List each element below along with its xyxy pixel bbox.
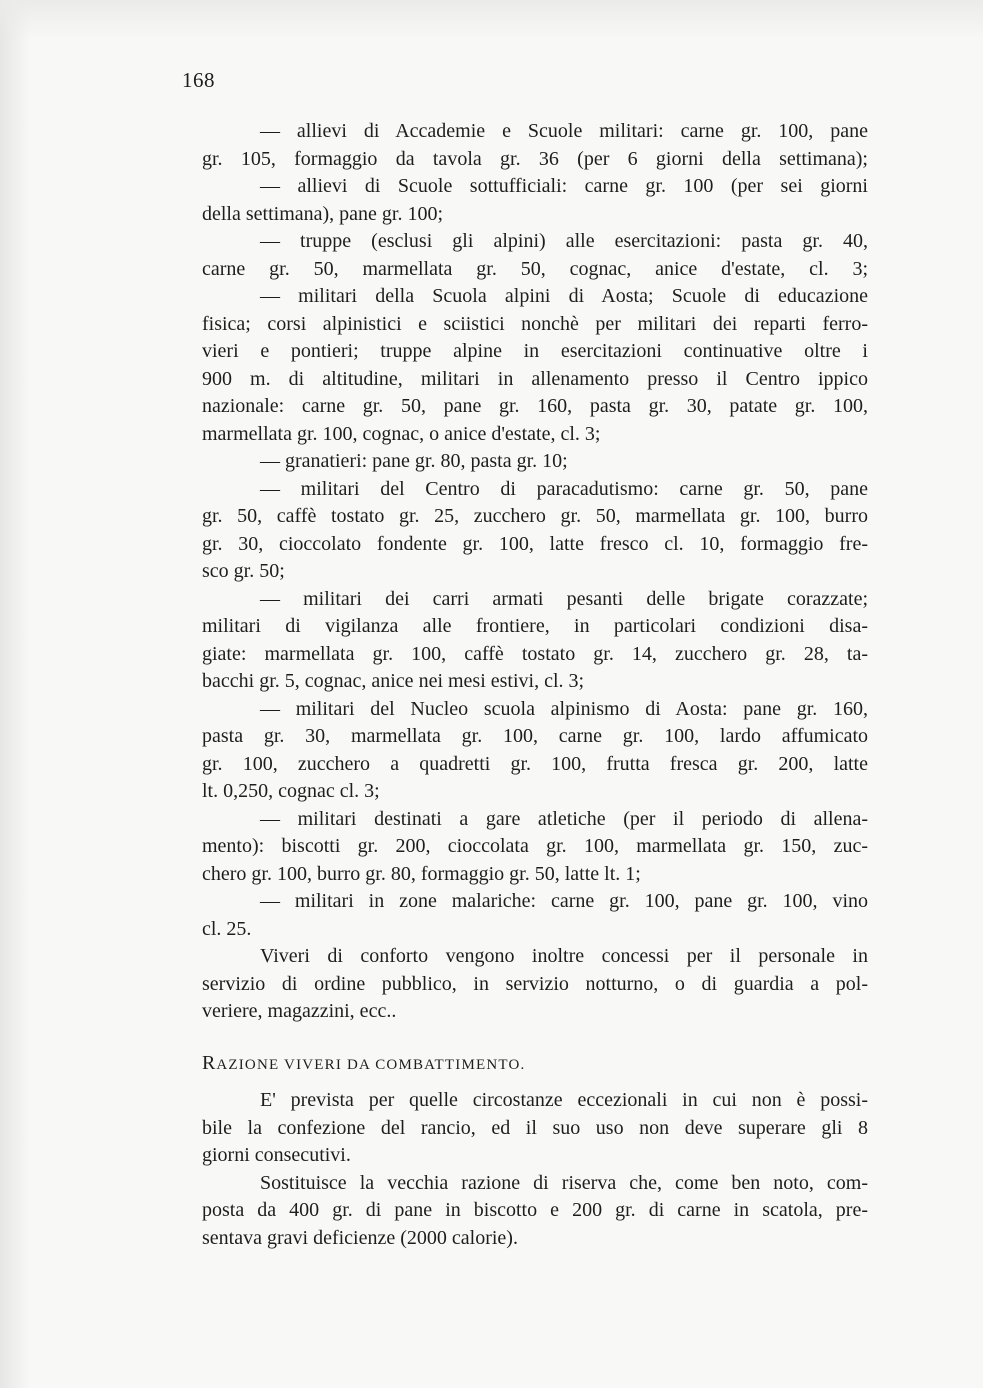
text-line: — allievi di Scuole sottufficiali: carne gr. 100 (per sei giorni <box>260 175 868 197</box>
section-spacer <box>202 1077 868 1087</box>
text-line: della settimana), pane gr. 100; <box>202 202 444 225</box>
text-line: — militari in zone malariche: carne gr. 100, pane gr. 100, vino <box>260 890 868 912</box>
text-line: 900 m. di altitudine, militari in allenamento presso il Centro ippico <box>202 367 868 390</box>
text-line: vieri e pontieri; truppe alpine in esercitazioni continuative oltre i <box>202 340 868 362</box>
text-line: gr. 50, caffè tostato gr. 25, zucchero gr. 50, marmellata gr. 100, burro <box>202 505 868 527</box>
text-line: carne gr. 50, marmellata gr. 50, cognac, anice d'estate, cl. 3; <box>202 257 868 280</box>
text-line: giate: marmellata gr. 100, caffè tostato gr. 14, zucchero gr. 28, ta- <box>202 642 868 665</box>
section-spacer <box>202 1026 868 1050</box>
text-line: — militari del Nucleo scuola alpinismo di Aosta: pane gr. 160, <box>260 697 868 720</box>
text-line: lt. 0,250, cognac cl. 3; <box>202 780 380 802</box>
text-line: servizio di ordine pubblico, in servizio notturno, o di guardia a pol- <box>202 972 868 995</box>
text-line: — militari destinati a gare atletiche (per il periodo di allena- <box>260 807 868 830</box>
text-line: — militari del Centro di paracadutismo: carne gr. 50, pane <box>260 477 868 500</box>
body-text <box>202 118 868 1252</box>
text-line: giorni consecutivi. <box>202 1144 351 1166</box>
text-line: E' prevista per quelle circostanze eccezionali in cui non è possi- <box>260 1089 868 1111</box>
section-heading <box>202 1050 868 1078</box>
text-line: militari di vigilanza alle frontiere, in particolari condizioni disa- <box>202 615 868 637</box>
text-line: — granatieri: pane gr. 80, pasta gr. 10; <box>260 450 568 472</box>
text-line: gr. 100, zucchero a quadretti gr. 100, frutta fresca gr. 200, latte <box>202 752 868 775</box>
text-line: sco gr. 50; <box>202 560 285 582</box>
text-line: chero gr. 100, burro gr. 80, formaggio gr. 50, latte lt. 1; <box>202 862 641 885</box>
scan-shadow <box>0 0 30 1388</box>
text-line: — truppe (esclusi gli alpini) alle esercitazioni: pasta gr. 40, <box>260 230 868 252</box>
text-line: pasta gr. 30, marmellata gr. 100, carne gr. 100, lardo affumicato <box>202 725 868 747</box>
text-line: Sostituisce la vecchia razione di riserva che, come ben noto, com- <box>260 1171 868 1194</box>
text-line: sentava gravi deficienze (2000 calorie). <box>202 1226 518 1249</box>
text-line: veriere, magazzini, ecc.. <box>202 1000 397 1022</box>
text-line: bile la confezione del rancio, ed il suo uso non deve superare gli 8 <box>202 1116 868 1139</box>
text-line: Viveri di conforto vengono inoltre concessi per il personale in <box>260 945 868 967</box>
text-line: gr. 30, cioccolato fondente gr. 100, latte fresco cl. 10, formaggio fre- <box>202 532 868 555</box>
text-line: — militari dei carri armati pesanti delle brigate corazzate; <box>260 587 868 610</box>
heading-initial: R <box>202 1051 217 1074</box>
text-line: fisica; corsi alpinistici e sciistici nonchè per militari dei reparti ferro- <box>202 312 868 335</box>
heading-small-caps: AZIONE VIVERI DA COMBATTIMENTO. <box>216 1056 526 1073</box>
text-line: gr. 105, formaggio da tavola gr. 36 (per 6 giorni della settimana); <box>202 147 868 170</box>
text-line: marmellata gr. 100, cognac, o anice d'estate, cl. 3; <box>202 422 601 445</box>
scan-shadow-top <box>0 0 983 40</box>
text-line: posta da 400 gr. di pane in biscotto e 200 gr. di carne in scatola, pre- <box>202 1199 868 1221</box>
text-line: — militari della Scuola alpini di Aosta; Scuole di educazione <box>260 285 868 307</box>
text-line: — allievi di Accademie e Scuole militari: carne gr. 100, pane <box>260 120 868 142</box>
text-line: nazionale: carne gr. 50, pane gr. 160, pasta gr. 30, patate gr. 100, <box>202 395 868 417</box>
page-number: 168 <box>182 68 215 92</box>
text-line: cl. 25. <box>202 917 252 940</box>
text-line: bacchi gr. 5, cognac, anice nei mesi estivi, cl. 3; <box>202 670 585 692</box>
text-line: mento): biscotti gr. 200, cioccolata gr. 100, marmellata gr. 150, zuc- <box>202 835 868 857</box>
